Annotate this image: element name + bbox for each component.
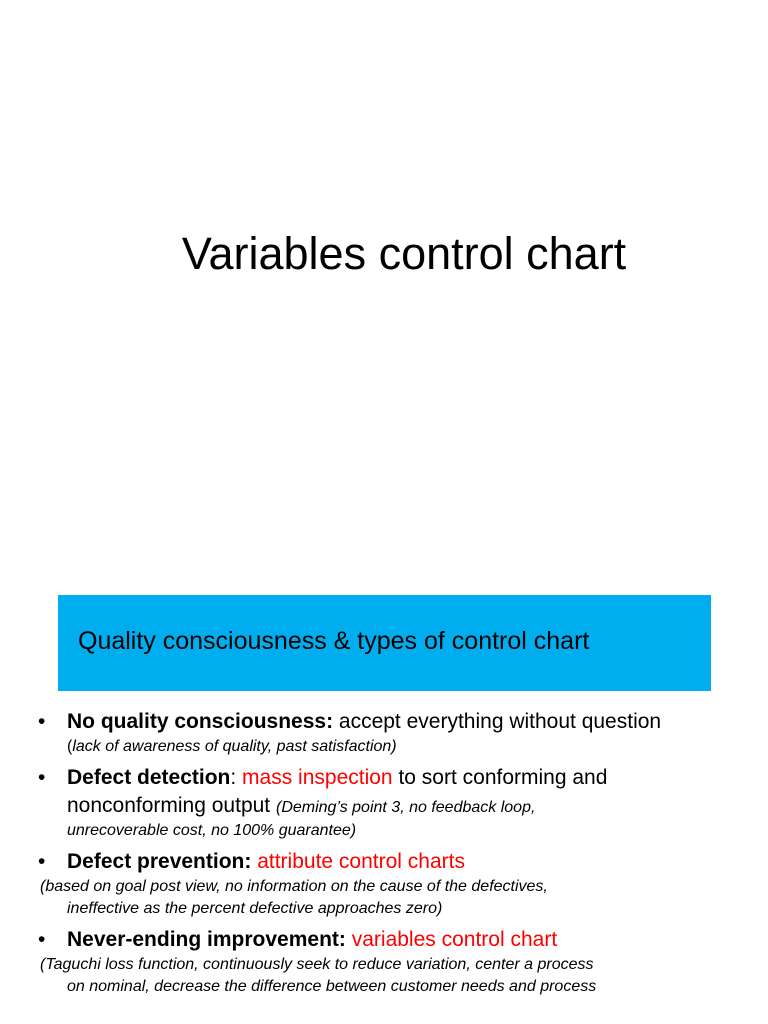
section-banner (58, 595, 711, 691)
bullet-highlight: attribute control charts (251, 850, 465, 873)
note-line-1: (based on goal post view, no information on the cause of the defectives, (40, 878, 548, 895)
note-line-1: (Taguchi loss function, continuously seek to reduce variation, center a process (40, 956, 594, 973)
bullet-text-continued: nonconforming output (67, 794, 276, 817)
bullet-dot-icon: • (38, 710, 46, 733)
bullet-item-never-ending (0, 926, 768, 998)
bullet-colon: : (230, 766, 243, 789)
bullet-label: Never-ending improvement: (67, 928, 346, 951)
bullet-text: accept everything without question (333, 710, 662, 733)
bullet-dot-icon: • (38, 928, 46, 951)
note-line-2: on nominal, decrease the difference between customer needs and process (67, 978, 597, 995)
bullet-dot-icon: • (38, 766, 46, 789)
bullet-dot-icon: • (38, 850, 46, 873)
bullet-list (0, 708, 768, 998)
bullet-highlight: variables control chart (345, 928, 558, 951)
note-paren: ( (67, 738, 73, 755)
bullet-item-defect-detection (0, 764, 768, 842)
bullet-item-no-quality (0, 708, 768, 758)
bullet-note (0, 876, 768, 920)
bullet-note (0, 736, 768, 758)
bullet-highlight: mass inspection (242, 766, 393, 789)
note-text: lack of awareness of quality, past satisfaction) (72, 738, 397, 755)
page-title: Variables control chart (181, 228, 627, 279)
bullet-note: (Deming’s point 3, no feedback loop, (275, 799, 536, 816)
bullet-note (0, 954, 768, 998)
bullet-label: Defect detection (67, 766, 231, 789)
banner-text: Quality consciousness & types of control chart (78, 627, 590, 655)
bullet-label: No quality consciousness: (67, 710, 334, 733)
bullet-item-defect-prevention (0, 848, 768, 920)
note-line-2: ineffective as the percent defective approaches zero) (67, 900, 443, 917)
bullet-note-continued: unrecoverable cost, no 100% guarantee) (67, 822, 357, 839)
bullet-label: Defect prevention: (67, 850, 252, 873)
bullet-text: to sort conforming and (392, 766, 608, 789)
